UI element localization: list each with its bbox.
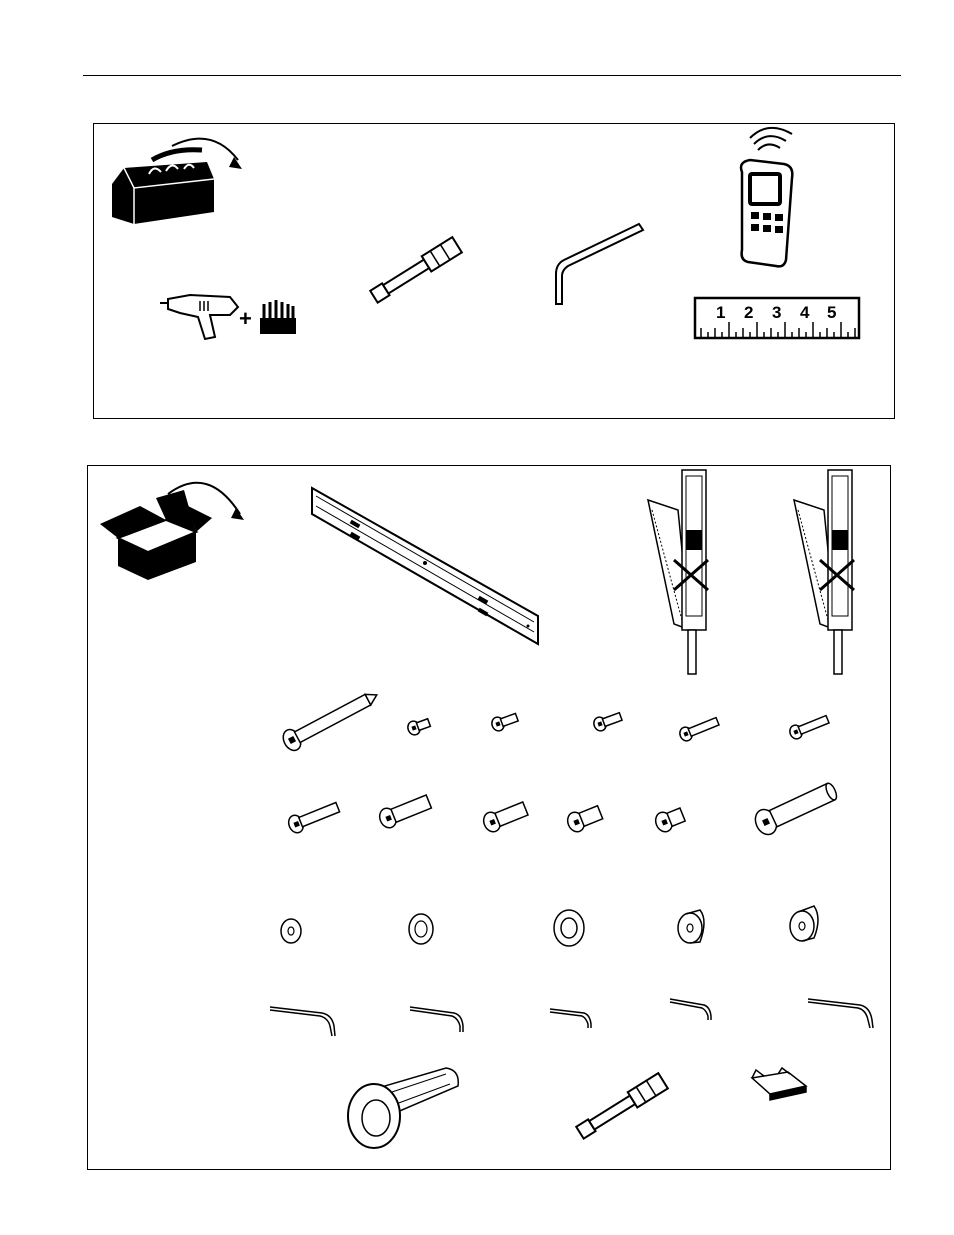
screw-icon	[653, 805, 686, 834]
driver-bit-icon	[575, 1073, 668, 1140]
allen-wrench-icon	[270, 1007, 335, 1036]
hex-key-icon	[556, 224, 643, 304]
screw-icon	[788, 713, 830, 741]
allen-wrench-icon	[808, 999, 873, 1028]
drill-icon	[160, 295, 238, 339]
stud-finder-icon	[741, 128, 792, 267]
ruler-number: 3	[772, 303, 782, 322]
ruler-number: 2	[744, 303, 754, 322]
screw-icon	[481, 799, 529, 834]
clip-icon	[752, 1068, 806, 1100]
toolbox-icon	[112, 139, 242, 224]
parts-illustration	[88, 466, 892, 1171]
wall-anchor-icon	[348, 1068, 458, 1148]
tools-illustration	[94, 124, 896, 420]
screw-icon	[280, 685, 382, 753]
driver-bit-icon	[369, 237, 462, 304]
screw-icon	[678, 715, 720, 743]
bracket-icon	[794, 470, 854, 674]
spacer-icon	[678, 910, 704, 943]
ruler-number: 4	[800, 303, 810, 322]
screw-icon	[490, 711, 519, 733]
washer-icon	[554, 910, 584, 946]
spacer-icon	[790, 906, 818, 941]
screw-icon	[751, 778, 840, 838]
tape-measure-icon	[695, 298, 859, 338]
drill-bits-icon	[260, 300, 296, 334]
screw-icon	[406, 716, 431, 737]
bracket-icon	[648, 470, 708, 674]
washer-icon	[409, 914, 433, 944]
open-box-icon	[100, 483, 244, 580]
ruler-number: 5	[827, 303, 837, 322]
header-rule	[83, 75, 901, 76]
screw-icon	[286, 799, 341, 835]
screw-icon	[592, 710, 623, 733]
ruler-number: 1	[716, 303, 726, 322]
allen-wrench-icon	[550, 1009, 591, 1028]
wall-plate-icon	[312, 488, 538, 644]
screw-icon	[377, 792, 433, 830]
screw-icon	[565, 803, 604, 834]
washer-icon	[281, 919, 301, 943]
tools-required-panel	[93, 123, 895, 419]
allen-wrench-icon	[410, 1007, 463, 1032]
allen-wrench-icon	[670, 999, 711, 1020]
parts-included-panel	[87, 465, 891, 1170]
plus-symbol: +	[239, 306, 252, 331]
